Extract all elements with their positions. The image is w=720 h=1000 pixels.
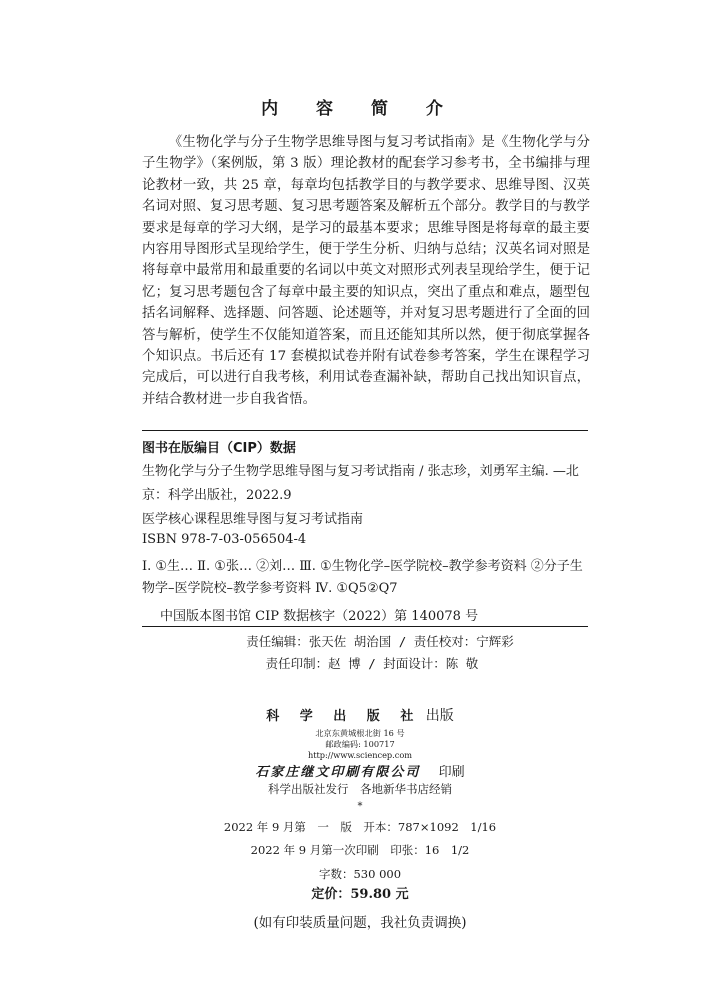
quality-notice: (如有印装质量问题，我社负责调换) [253, 915, 467, 931]
production-credits: 责任印制：赵 博 / 封面设计：陈 敬 [265, 656, 479, 671]
printer-role: 印刷 [438, 765, 465, 780]
separator-star: * [357, 801, 363, 812]
publisher-url: http://www.sciencep.com [307, 750, 413, 760]
cip-bottom-rule [142, 626, 588, 627]
cip-heading: 图书在版编目（CIP）数据 [142, 441, 296, 456]
cip-top-rule [142, 430, 588, 431]
summary-title: 内 容 简 介 [261, 99, 459, 119]
price: 定价：59.80 元 [311, 887, 409, 902]
cip-isbn: ISBN 978-7-03-056504-4 [142, 532, 307, 547]
publisher-role: 出版 [425, 708, 454, 724]
publisher-name: 科 学 出 版 社 [266, 709, 422, 724]
word-count: 字数：530 000 [318, 867, 402, 881]
publisher-line [0, 705, 720, 725]
editor-credits: 责任编辑：张天佐 胡治国 / 责任校对：宁辉彩 [246, 634, 514, 649]
printer-name: 石家庄继文印刷有限公司 [255, 765, 421, 780]
printer-line [0, 761, 720, 780]
cip-data-number: 中国版本图书馆 CIP 数据核字（2022）第 140078 号 [160, 609, 479, 624]
cip-series: 医学核心课程思维导图与复习考试指南 [142, 512, 364, 527]
printing-line: 2022 年 9 月第一次印刷 印张：16 1/2 [250, 843, 470, 857]
summary-paragraph: 《生物化学与分子生物学思维导图与复习考试指南》是《生物化学与分子生物学》（案例版，第 3 版）理论教材的配套学习参考书，全书编排与理论教材一致，共 25 章，每章均包括教学目的与教学要求、思维导图、汉英名词对照、复习思考题、复习思考题答案及解析五个部分。教学目的与教学要求是每章的学习大纲，是学习的最基本要求；思维导图是将每章的最主要内容用导图形式呈现给学生，便于学生分析、归纳与总结；汉英名词对照是将每章中最常用和最重要的名词以中英文对照形式列表呈现给学生，便于记忆；复习思考题包含了每章中最主要的知识点，突出了重点和难点，题型包括名词解释、选择题、问答题、论述题等，并对复习思考题进行了全面的回答与解析，使学生不仅能知道答案，而且还能知其所以然，便于彻底掌握各个知识点。书后还有 17 套模拟试卷并附有试卷参考答案，学生在课程学习完成后，可以进行自我考核，利用试卷查漏补缺，帮助自己找出知识盲点，并结合教材进一步自我省悟。 [142, 135, 590, 407]
cip-classification: Ⅰ. ①生… Ⅱ. ①张… ②刘… Ⅲ. ①生物化学–医学院校–教学参考资料 ②分子生物学–医学院校–教学参考资料 Ⅳ. ①Q5②Q7 [142, 559, 583, 596]
publisher-address: 北京东黄城根北街 16 号 [315, 728, 405, 738]
edition-line: 2022 年 9 月第 一 版 开本：787×1092 1/16 [223, 820, 497, 834]
cip-citation: 生物化学与分子生物学思维导图与复习考试指南 / 张志珍，刘勇军主编. —北京：科学出版社，2022.9 [142, 464, 579, 503]
distribution-line: 科学出版社发行 各地新华书店经销 [268, 782, 452, 796]
publisher-postcode: 邮政编码: 100717 [325, 739, 395, 749]
